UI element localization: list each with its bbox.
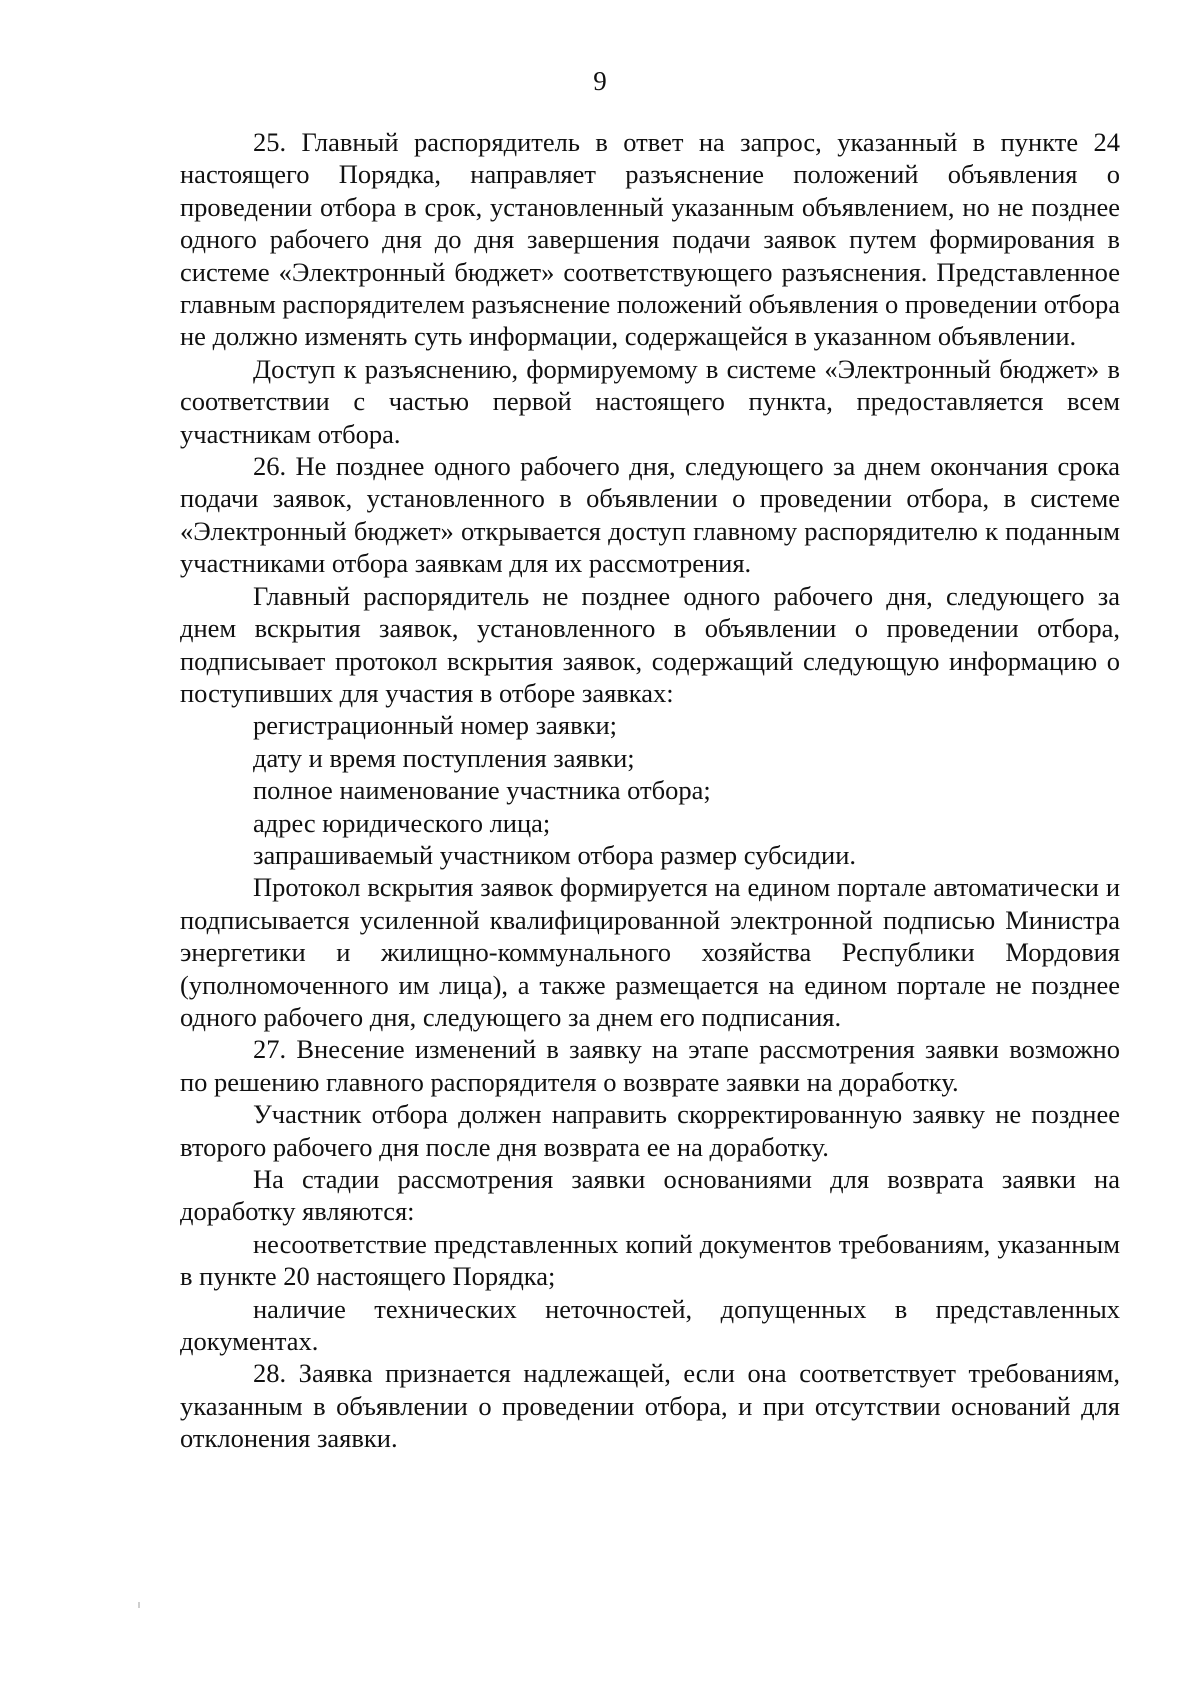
list-item: дату и время поступления заявки; <box>253 742 635 773</box>
list-item: полное наименование участника отбора; <box>253 775 711 806</box>
paragraph-26-protocol: Главный распорядитель не позднее одного рабочего дня, следующего за днем вскрытия заявок, установленного в объявлении о проведении отбора, подписывает протокол вскрытия заявок, содержащий следующую информацию о поступивших для участия в отборе заявках: <box>180 580 1120 708</box>
list-item: адрес юридического лица; <box>253 807 551 838</box>
paragraph-26: 26. Не позднее одного рабочего дня, следующего за днем окончания срока подачи заявок, установленного в объявлении о проведении отбора, в системе «Электронный бюджет» открывается доступ главному распорядителю к поданным участниками отбора заявкам для их рассмотрения. <box>180 451 1120 579</box>
list-item: несоответствие представленных копий документов требованиям, указанным в пункте 20 настоящего Порядка; <box>180 1228 1120 1292</box>
list-item: наличие технических неточностей, допущенных в представленных документах. <box>180 1293 1120 1357</box>
list-item: регистрационный номер заявки; <box>253 710 618 741</box>
paragraph-28: 28. Заявка признается надлежащей, если она соответствует требованиям, указанным в объявлении о проведении отбора, и при отсутствии оснований для отклонения заявки. <box>180 1358 1120 1454</box>
page-number: 9 <box>593 66 607 96</box>
paragraph-27-grounds: На стадии рассмотрения заявки основаниями для возврата заявки на доработку являются: <box>180 1164 1120 1227</box>
paragraph-27-participant: Участник отбора должен направить скорректированную заявку не позднее второго рабочего дня после дня возврата ее на доработку. <box>180 1099 1120 1162</box>
paragraph-27: 27. Внесение изменений в заявку на этапе рассмотрения заявки возможно по решению главного распорядителя о возврате заявки на доработку. <box>180 1034 1120 1097</box>
paragraph-26-protocol-signing: Протокол вскрытия заявок формируется на едином портале автоматически и подписывается усиленной квалифицированной электронной подписью Министра энергетики и жилищно-коммунального хозяйства Республики Мордовия (уполномоченного им лица), а также размещается на едином портале не позднее одного рабочего дня, следующего за днем его подписания. <box>180 872 1120 1032</box>
list-item: запрашиваемый участником отбора размер субсидии. <box>253 839 857 870</box>
scan-margin-mark <box>138 1602 140 1608</box>
document-body <box>180 126 1120 1455</box>
paragraph-25: 25. Главный распорядитель в ответ на запрос, указанный в пункте 24 настоящего Порядка, направляет разъяснение положений объявления о проведении отбора в срок, установленный указанным объявлением, но не позднее одного рабочего дня до дня завершения подачи заявок путем формирования в системе «Электронный бюджет» соответствующего разъяснения. Представленное главным распорядителем разъяснение положений объявления о проведении отбора не должно изменять суть информации, содержащейся в указанном объявлении. <box>180 127 1120 352</box>
paragraph-25-access: Доступ к разъяснению, формируемому в системе «Электронный бюджет» в соответствии с частью первой настоящего пункта, предоставляется всем участникам отбора. <box>180 353 1120 449</box>
